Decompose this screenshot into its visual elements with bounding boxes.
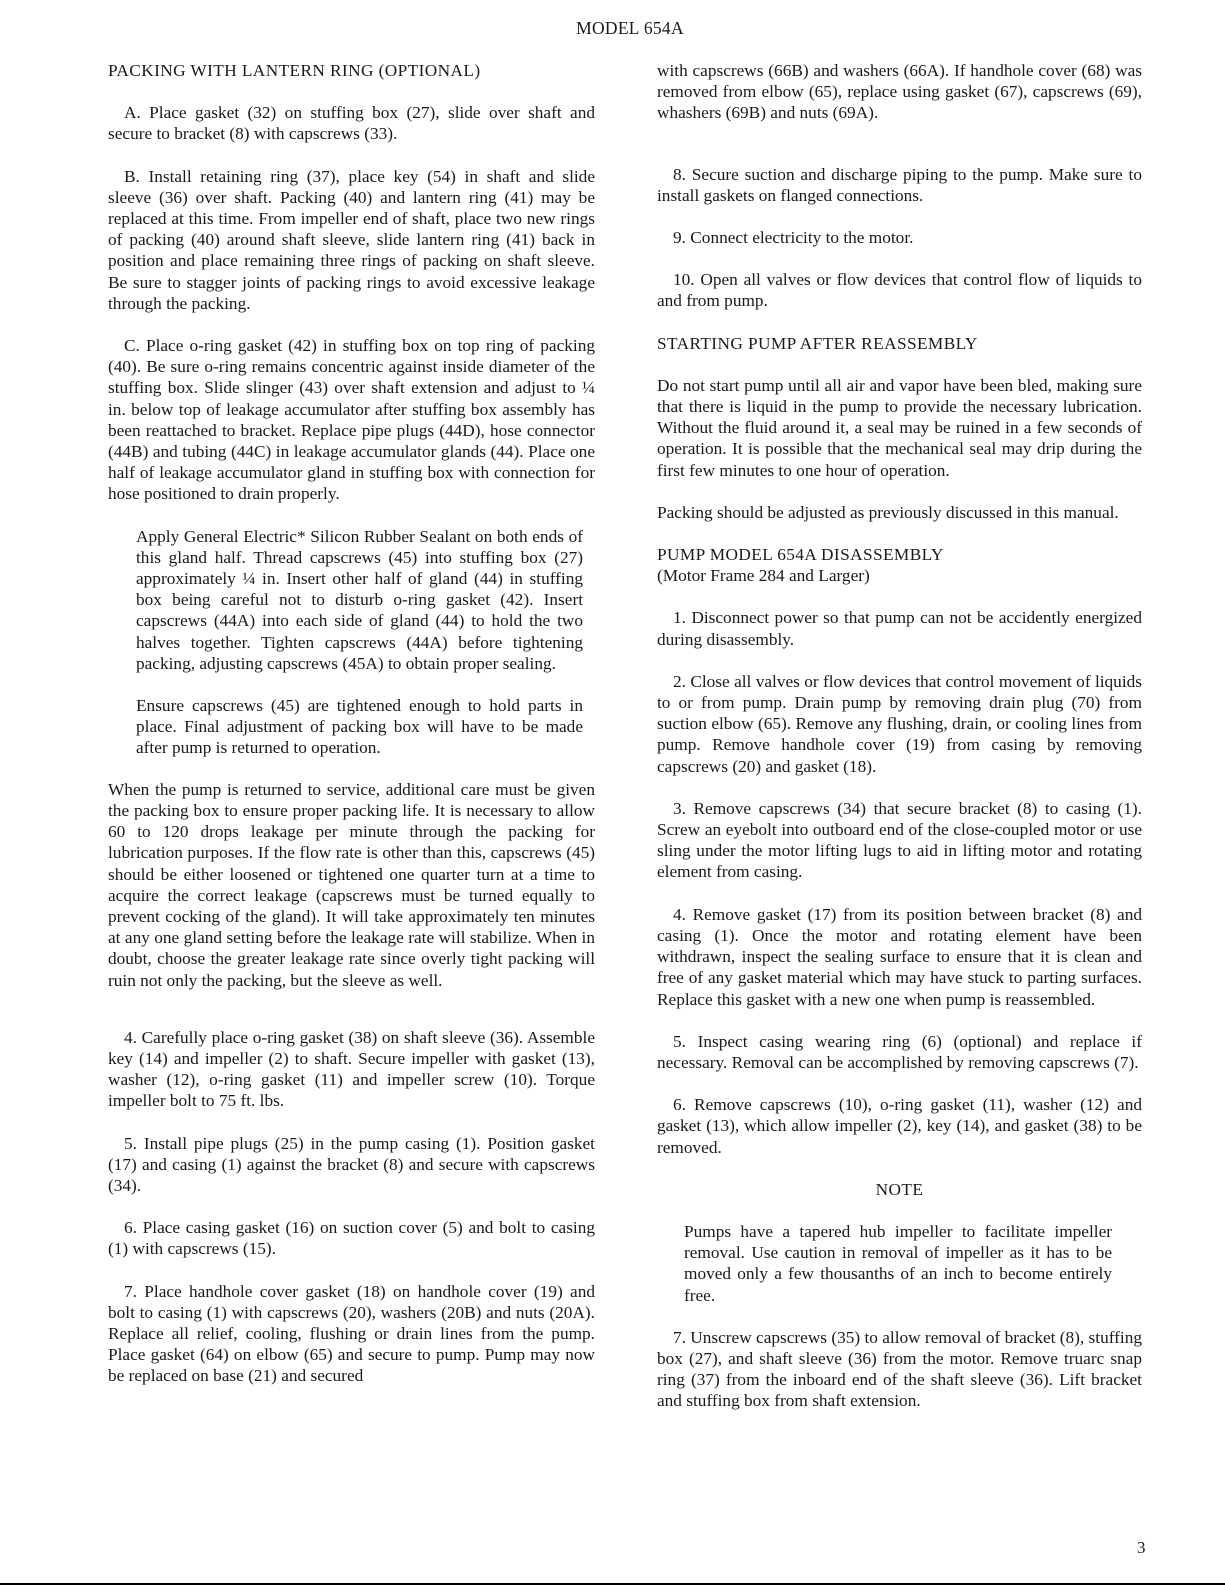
paragraph-disassembly-step-4: 4. Remove gasket (17) from its position between bracket (8) and casing (1). Once the motor and rotating element have been withdrawn, inspect the sealing surface to ensure that it is clean and free of any gasket material which may have stuck to parting surfaces. Replace this gasket with a new one when pump is reassembled. <box>657 904 1142 1009</box>
paragraph-step-9: 9. Connect electricity to the motor. <box>673 228 914 248</box>
paragraph-continuation: with capscrews (66B) and washers (66A). If handhole cover (68) was removed from elbow (65), replace using gasket (67), capscrews (69), whashers (69B) and nuts (69A). <box>657 61 1142 123</box>
paragraph-disassembly-step-3: 3. Remove capscrews (34) that secure bracket (8) to casing (1). Screw an eyebolt into outboard end of the close-coupled motor or use sling under the motor lifting lugs to aid in lifting motor and rotating element from casing. <box>657 798 1142 882</box>
paragraph-apply-sealant: Apply General Electric* Silicon Rubber Sealant on both ends of this gland half. Thread capscrews (45) into stuffing box (27) approximately ¼ in. Insert other half of gland (44) in stuffing box being careful not to disturb o-ring gasket (42). Insert capscrews (44A) into each side of gland (44) to hold the two halves together. Tighten capscrews (44A) before tightening packing, adjusting capscrews (45A) to obtain proper sealing. <box>136 526 583 673</box>
paragraph-disassembly-step-1: 1. Disconnect power so that pump can not be accidently energized during disassembly. <box>657 608 1142 649</box>
paragraph-starting-pump: Do not start pump until all air and vapor have been bled, making sure that there is liquid in the pump to provide the necessary lubrication. Without the fluid around it, a seal may be ruined in a few seconds of operation. It is possible that the mechanical seal may drip during the first few minutes to one hour of operation. <box>657 375 1142 480</box>
paragraph-step-5: 5. Install pipe plugs (25) in the pump casing (1). Position gasket (17) and casing (1) against the bracket (8) and secure with capscrews (34). <box>108 1133 595 1195</box>
section-title-packing-lantern-ring: PACKING WITH LANTERN RING (OPTIONAL) <box>108 61 481 80</box>
page-number: 3 <box>1137 1538 1146 1557</box>
paragraph-step-c: C. Place o-ring gasket (42) in stuffing box on top ring of packing (40). Be sure o-ring remains concentric against inside diameter of the stuffing box. Slide slinger (43) over shaft extension and adjust to ¼ in. below top of leakage accumulator after stuffing box assembly has been reattached to bracket. Replace pipe plugs (44D), hose connector (44B) and tubing (44C) in leakage accumulator glands (44). Place one half of leakage accumulator gland in stuffing box with connection for hose positioned to drain properly. <box>108 336 595 504</box>
paragraph-step-6: 6. Place casing gasket (16) on suction cover (5) and bolt to casing (1) with capscrews (15). <box>108 1218 595 1259</box>
paragraph-disassembly-step-2: 2. Close all valves or flow devices that control movement of liquids to or from pump. Drain pump by removing drain plug (70) from suction elbow (65). Remove any flushing, drain, or cooling lines from pump. Remove handhole cover (19) from casing by removing capscrews (20) and gasket (18). <box>657 671 1142 776</box>
page-header-model: MODEL 654A <box>576 18 684 38</box>
paragraph-ensure-capscrews: Ensure capscrews (45) are tightened enough to hold parts in place. Final adjustment of packing box will have to be made after pump is returned to operation. <box>136 696 583 758</box>
paragraph-packing-adjust: Packing should be adjusted as previously discussed in this manual. <box>657 502 1119 522</box>
note-body: Pumps have a tapered hub impeller to facilitate impeller removal. Use caution in removal of impeller as it has to be moved only a few thousanths of an inch to become entirely free. <box>684 1221 1112 1305</box>
paragraph-step-a: A. Place gasket (32) on stuffing box (27), slide over shaft and secure to bracket (8) with capscrews (33). <box>108 103 595 144</box>
paragraph-disassembly-step-6: 6. Remove capscrews (10), o-ring gasket (11), washer (12) and gasket (13), which allow impeller (2), key (14), and gasket (38) to be removed. <box>657 1095 1142 1157</box>
section-subtitle-motor-frame: (Motor Frame 284 and Larger) <box>657 566 870 586</box>
paragraph-step-10: 10. Open all valves or flow devices that control flow of liquids to and from pump. <box>657 270 1142 311</box>
paragraph-disassembly-step-7: 7. Unscrew capscrews (35) to allow removal of bracket (8), stuffing box (27), and shaft sleeve (36) from the motor. Remove truarc snap ring (37) from the inboard end of the shaft sleeve (36). Lift bracket and stuffing box from shaft extension. <box>657 1327 1142 1411</box>
section-title-disassembly: PUMP MODEL 654A DISASSEMBLY <box>657 545 944 565</box>
note-title: NOTE <box>875 1179 924 1199</box>
paragraph-step-7: 7. Place handhole cover gasket (18) on handhole cover (19) and bolt to casing (1) with capscrews (20), washers (20B) and nuts (20A). Replace all relief, cooling, flushing or drain lines from the pump. Place gasket (64) on elbow (65) and secure to pump. Pump may now be replaced on base (21) and secured <box>108 1281 595 1386</box>
paragraph-disassembly-step-5: 5. Inspect casing wearing ring (6) (optional) and replace if necessary. Removal can be accomplished by removing capscrews (7). <box>657 1031 1142 1072</box>
paragraph-returned-to-service: When the pump is returned to service, additional care must be given the packing box to ensure proper packing life. It is necessary to allow 60 to 120 drops leakage per minute through the packing for lubrication purposes. If the flow rate is other than this, capscrews (45) should be either loosened or tightened one quarter turn at a time to acquire the correct leakage (capscrews must be turned equally to prevent cocking of the gland). It will take approximately ten minutes at any one gland setting before the leakage rate will stabilize. When in doubt, choose the greater leakage rate since overly tight packing will ruin not only the packing, but the sleeve as well. <box>108 779 595 990</box>
paragraph-step-8: 8. Secure suction and discharge piping to the pump. Make sure to install gaskets on flanged connections. <box>657 164 1142 205</box>
left-column <box>108 60 595 1387</box>
paragraph-step-4: 4. Carefully place o-ring gasket (38) on shaft sleeve (36). Assemble key (14) and impeller (2) to shaft. Secure impeller with gasket (13), washer (12), o-ring gasket (11) and impeller screw (10). Torque impeller bolt to 75 ft. lbs. <box>108 1027 595 1111</box>
right-column <box>657 60 1142 1412</box>
section-title-starting-pump: STARTING PUMP AFTER REASSEMBLY <box>657 333 978 353</box>
paragraph-step-b: B. Install retaining ring (37), place key (54) in shaft and slide sleeve (36) over shaft. Packing (40) and lantern ring (41) may be replaced at this time. From impeller end of shaft, place two new rings of packing (40) around shaft sleeve, slide lantern ring (41) back in position and place remaining three rings of packing on shaft sleeve. Be sure to stagger joints of packing rings to avoid excessive leakage through the packing. <box>108 166 595 313</box>
